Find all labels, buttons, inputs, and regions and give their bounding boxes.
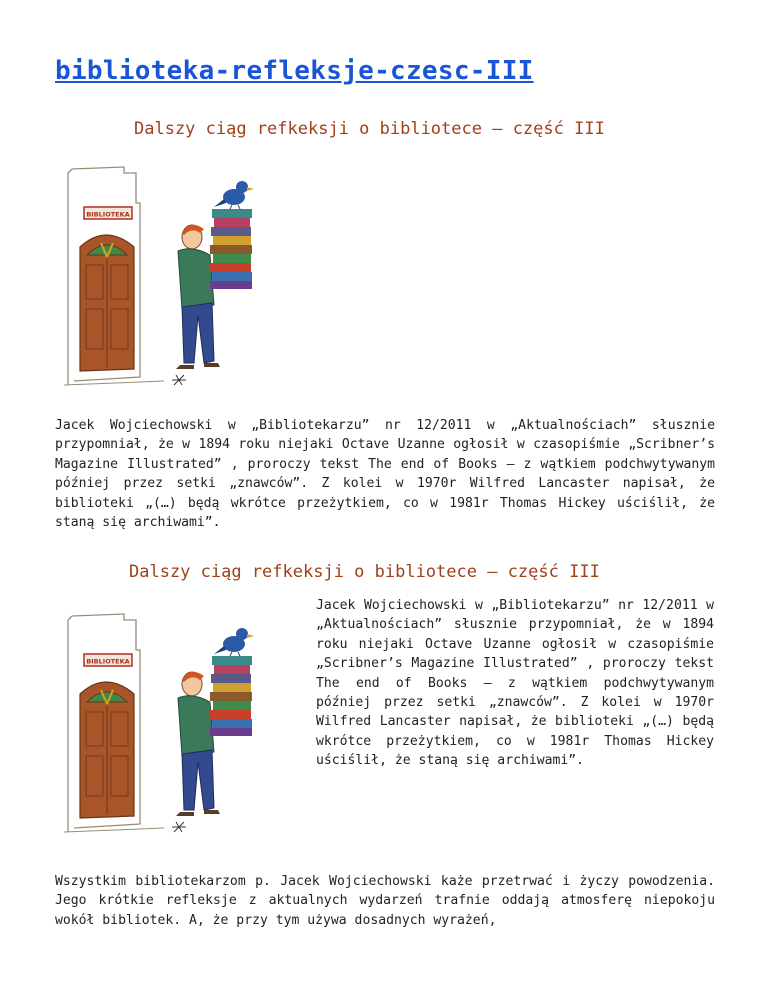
- library-sign: [84, 207, 132, 219]
- svg-text:BIBLIOTEKA: BIBLIOTEKA: [86, 657, 130, 666]
- section-heading: Dalszy ciąg refkeksji o bibliotece – część III: [129, 562, 600, 582]
- library-illustration: [64, 610, 294, 838]
- library-door: [80, 235, 134, 371]
- svg-text:BIBLIOTEKA: BIBLIOTEKA: [86, 210, 130, 219]
- book-stack: [209, 209, 252, 289]
- library-illustration: [64, 163, 294, 391]
- artist-signature: [172, 375, 186, 385]
- bird-figure: [214, 181, 254, 209]
- artist-signature: [172, 822, 186, 832]
- article-paragraph: Jacek Wojciechowski w „Bibliotekarzu” nr 12/2011 w „Aktualnościach” słusznie przypomniał, że w 1894 roku niejaki Octave Uzanne ogłosił w czasopiśmie „Scribner’s Magazine Illustrated” , proroczy tekst The end of Books – z wątkiem podchwytywanym później przez setki „znawców”. Z kolei w 1970r Wilfred Lancaster napisał, że biblioteki „(…) będą wkrótce przeżytkiem, co w 1981r Thomas Hickey uściślił, że staną się archiwami”.: [316, 598, 714, 769]
- article-paragraph: Jacek Wojciechowski w „Bibliotekarzu” nr 12/2011 w „Aktualnościach” słusznie przypomniał, że w 1894 roku niejaki Octave Uzanne ogłosił w czasopiśmie „Scribner’s Magazine Illustrated” , proroczy tekst The end of Books – z wątkiem podchwytywanym później przez setki „znawców”. Z kolei w 1970r Wilfred Lancaster napisał, że biblioteki „(…) będą wkrótce przeżytkiem, co w 1981r Thomas Hickey uściślił, że staną się archiwami”.: [55, 418, 715, 531]
- closing-paragraph: Wszystkim bibliotekarzom p. Jacek Wojciechowski każe przetrwać i życzy powodzenia. Jego krótkie refleksje z aktualnych wydarzeń trafnie oddają atmosferę niepokoju wokół bibliotek. A, że przy tym używa dosadnych wyrażeń,: [55, 874, 715, 928]
- book-stack: [209, 656, 252, 736]
- library-sign: [84, 654, 132, 666]
- page-title[interactable]: biblioteka-refleksje-czesc-III: [55, 56, 534, 86]
- bird-figure: [214, 628, 254, 656]
- library-door: [80, 682, 134, 818]
- section-heading: Dalszy ciąg refkeksji o bibliotece – część III: [134, 119, 605, 139]
